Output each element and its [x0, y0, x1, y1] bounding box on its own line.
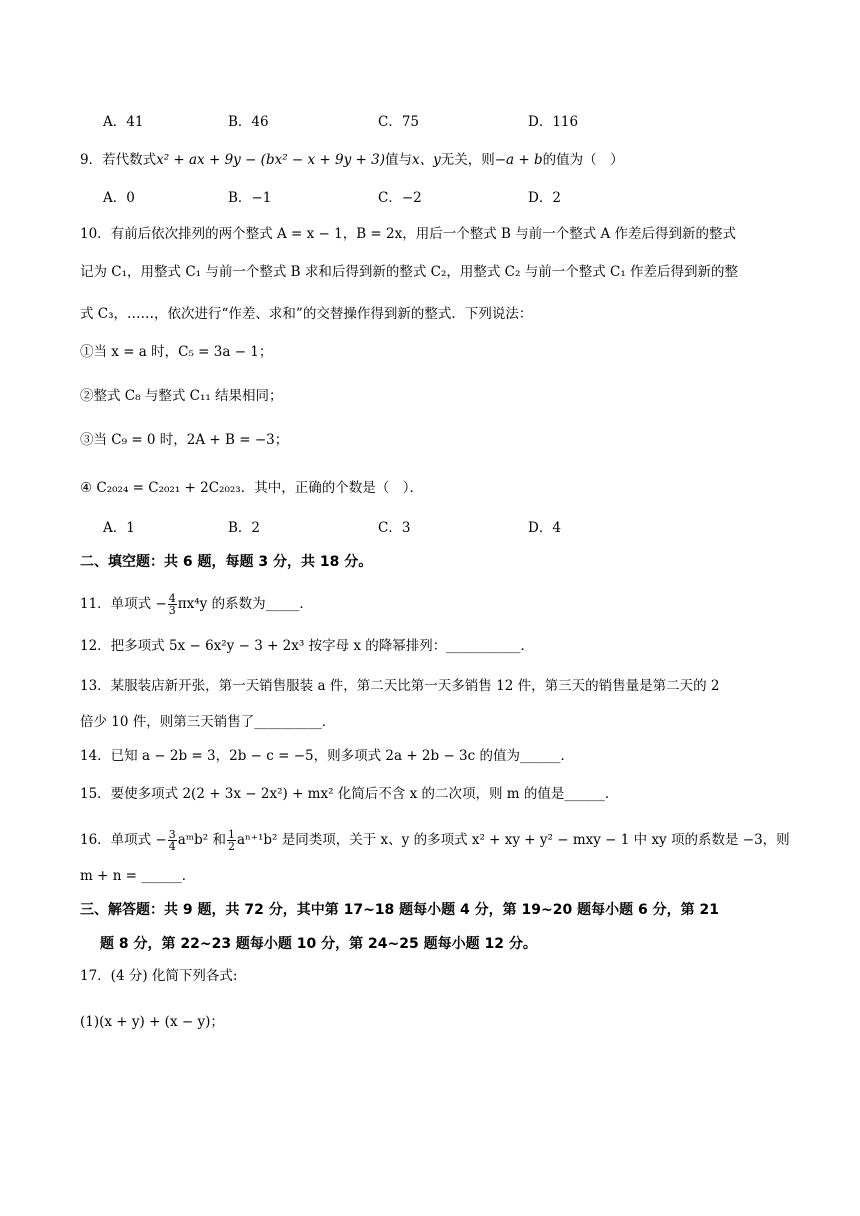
q9-mid2: 无关，则	[440, 152, 495, 168]
q16-mid1: aᵐb² 和	[177, 832, 226, 848]
q13-line-1: 13．某服装店新开张，第一天销售服装 a 件，第二天比第一天多销售 12 件，第三天的销售量是第二天的 2	[80, 678, 720, 694]
q17-title: 17．(4 分) 化简下列各式:	[80, 968, 238, 984]
q9-option-d: D．2	[528, 190, 561, 206]
q15: 15．要使多项式 2(2 + 3x − 2x²) + mx² 化简后不含 x 的二次项，则 m 的值是______．	[80, 786, 619, 802]
q8-option-a: A．41	[103, 114, 144, 130]
q9-option-a: A．0	[103, 190, 135, 206]
q10-line-3: 式 C₃，……，依次进行“作差、求和”的交替操作得到新的整式．下列说法：	[80, 306, 533, 322]
q9-pre: 若代数式	[102, 152, 157, 168]
q10-line-2: 记为 C₁，用整式 C₁ 与前一个整式 B 求和后得到新的整式 C₂，用整式 C₂ 与前一个整式 C₁ 作差后得到新的整	[80, 264, 739, 280]
q10-option-b: B．2	[228, 520, 261, 536]
q16-fraction-1-denominator: 4	[168, 840, 176, 853]
q16-fraction-1-numerator: 3	[168, 828, 176, 841]
q11-fraction	[168, 593, 177, 616]
q17-part-1: (1)(x + y) + (x − y)；	[80, 1014, 224, 1030]
q16-fraction-2	[227, 829, 236, 852]
q13-line-2: 倍少 10 件，则第三天销售了__________．	[80, 714, 336, 730]
section-2-heading: 二、填空题：共 6 题，每题 3 分，共 18 分。	[80, 554, 373, 570]
q16-fraction-2-denominator: 2	[227, 840, 235, 853]
q8-option-b: B．46	[228, 114, 269, 130]
q9-option-c: C．−2	[378, 190, 422, 206]
q16-pre: 16．单项式 −	[80, 832, 167, 848]
q16-fraction-2-numerator: 1	[227, 828, 235, 841]
q9-vars: x、y	[411, 152, 441, 168]
q10-option-d: D．4	[528, 520, 561, 536]
q11-fraction-denominator: 3	[168, 604, 176, 617]
q11-post: πx⁴y 的系数为_____．	[177, 596, 313, 612]
q9-stem	[80, 150, 624, 170]
q10-statement-3: ③当 C₉ = 0 时，2A + B = −3；	[80, 432, 289, 448]
q9-post: 的值为（ ）	[542, 152, 624, 168]
section-3-heading-line-2: 题 8 分，第 22~23 题每小题 10 分，第 24~25 题每小题 12 分。	[100, 936, 537, 952]
q10-line-1: 10．有前后依次排列的两个整式 A = x − 1，B = 2x，用后一个整式 B 与前一个整式 A 作差后得到新的整式	[80, 226, 737, 242]
q14: 14．已知 a − 2b = 3，2b − c = −5，则多项式 2a + 2b − 3c 的值为______．	[80, 748, 574, 764]
q10-statement-4: ④ C₂₀₂₄ = C₂₀₂₁ + 2C₂₀₂₃．其中，正确的个数是（ ）．	[80, 480, 423, 496]
q16-line-2: m + n = ______．	[80, 868, 196, 884]
q9-option-b: B．−1	[228, 190, 272, 206]
q10-statement-1: ①当 x = a 时，C₅ = 3a − 1；	[80, 344, 273, 360]
q12: 12．把多项式 5x − 6x²y − 3 + 2x³ 按字母 x 的降幂排列：___________．	[80, 638, 535, 654]
q9-number: 9．	[80, 152, 103, 168]
q9-expression2: −a + b	[494, 152, 543, 168]
q11-fraction-numerator: 4	[168, 592, 176, 605]
q16-line-1	[80, 826, 790, 854]
q8-option-c: C．75	[378, 114, 420, 130]
q16-mid2: aⁿ⁺¹b² 是同类项，关于 x、y 的多项式 x² + xy + y² − mxy − 1 中 xy 项的系数是 −3，则	[236, 832, 790, 848]
q11-pre: 11．单项式 −	[80, 596, 167, 612]
q11	[80, 590, 313, 618]
q8-option-d: D．116	[528, 114, 579, 130]
q10-option-c: C．3	[378, 520, 411, 536]
q10-statement-2: ②整式 C₈ 与整式 C₁₁ 结果相同；	[80, 388, 283, 404]
q9-mid: 值与	[384, 152, 412, 168]
q10-option-a: A．1	[103, 520, 135, 536]
q16-fraction-1	[168, 829, 177, 852]
q9-expression: x² + ax + 9y − (bx² − x + 9y + 3)	[156, 152, 385, 168]
section-3-heading-line-1: 三、解答题：共 9 题，共 72 分，其中第 17~18 题每小题 4 分，第 19~20 题每小题 6 分，第 21	[80, 902, 719, 918]
